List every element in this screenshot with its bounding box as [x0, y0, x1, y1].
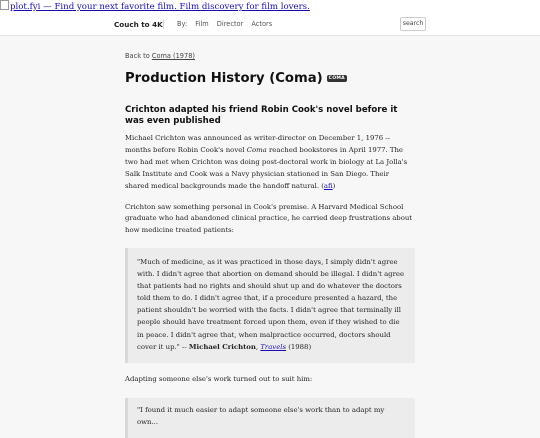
- quote-year: (1988): [286, 342, 312, 351]
- p1-text-a: Michael Crichton was announced as writer-director on December 1, 1976 -- months before Robin Cook's novel: [125, 134, 390, 154]
- search-button[interactable]: search: [400, 17, 426, 31]
- page-title-text: Production History (Coma): [125, 71, 323, 86]
- paragraph-intro: [125, 133, 415, 193]
- p1-book-title: Coma: [246, 145, 267, 154]
- quote-text: "Much of medicine, as it was practiced in those days, I simply didn't agree with. I didn't agree that abortion on demand should be illegal. I didn't agree that patients had no rights and should shut up and do whatever the doctors told them to do. I didn't agree that, if a procedure presented a hazard, the patient shouldn't be worried with the facts. I didn't agree that terminally ill people should have treatment forced upon them, even if they wished to die in peace. I didn't agree that, when malpractice occurred, doctors should cover it up." --: [137, 258, 405, 351]
- breadcrumb-prefix: Back to: [125, 52, 150, 60]
- brand-logo[interactable]: Couch to 4K: [114, 20, 163, 29]
- quote-book-link[interactable]: Travels: [260, 342, 287, 351]
- main-content: [125, 48, 415, 438]
- page-title: [125, 71, 415, 86]
- p1-text-c: ): [332, 181, 336, 190]
- broken-image-icon: [0, 0, 9, 10]
- nav-links: [177, 20, 278, 28]
- quote-sep: ,: [255, 342, 261, 351]
- nav-by-label: By:: [177, 20, 188, 28]
- paragraph-adapting: Adapting someone else's work turned out to suit him:: [125, 374, 313, 383]
- top-nav: [0, 14, 540, 36]
- quote-source: Michael Crichton: [188, 342, 256, 351]
- p1-text-b: reached bookstores in April 1977. The two had met when Crichton was doing post-doctoral work in biology at La Jolla's Salk Institute and Cook was a Navy physician stationed in San Diego. Their shared medical backgrounds made the handoff natural. (: [125, 145, 408, 190]
- nav-link-film[interactable]: Film: [195, 20, 209, 28]
- nav-link-director[interactable]: Director: [216, 20, 244, 28]
- breadcrumb: [125, 52, 415, 60]
- nav-divider: [163, 19, 164, 29]
- nav-link-actors[interactable]: Actors: [251, 20, 273, 28]
- second-quote: "I found it much easier to adapt someone else's work than to adapt my own...: [125, 398, 415, 438]
- paragraph-frustrations: Crichton saw something personal in Cook's premise. A Harvard Medical School graduate who had abandoned clinical practice, he carried deep frustrations about how medicine treated patients:: [125, 202, 413, 235]
- crichton-quote: [125, 248, 415, 362]
- film-badge: COMA: [328, 76, 345, 81]
- afi-source-link[interactable]: afi: [323, 181, 333, 190]
- banner-link[interactable]: plot.fyi — Find your next favorite film. Film discovery for film lovers.: [10, 2, 310, 12]
- top-banner[interactable]: [0, 0, 540, 14]
- section-heading: Crichton adapted his friend Robin Cook's novel before it was even published: [125, 105, 398, 126]
- breadcrumb-link[interactable]: Coma (1978): [151, 52, 195, 60]
